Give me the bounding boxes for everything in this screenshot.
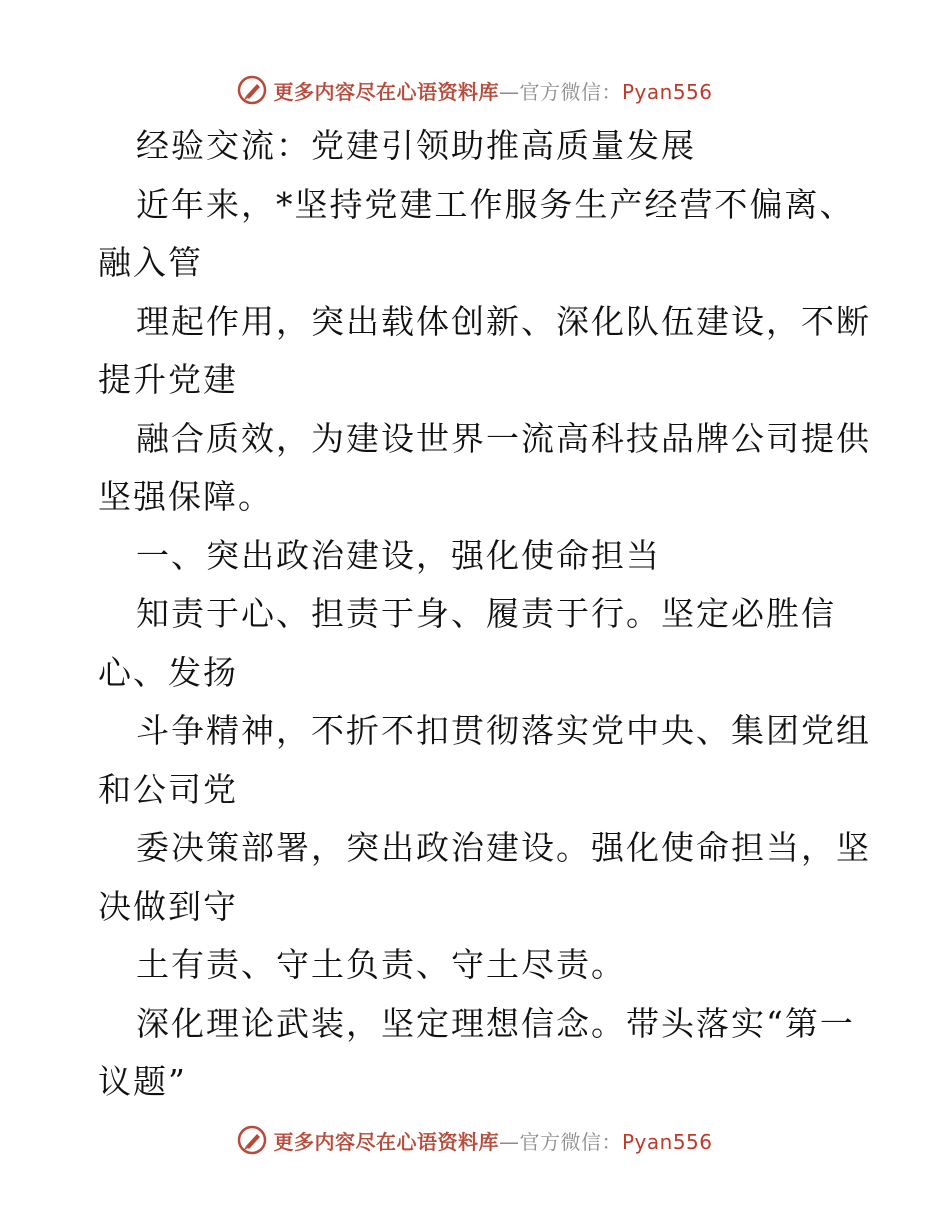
watermark-text — [273, 76, 712, 105]
paragraph-line: 融合质效，为建设世界一流高科技品牌公司提供 — [136, 418, 871, 458]
watermark-side-text: 官方微信： — [519, 1129, 622, 1154]
paragraph-line: 深化理论武装，坚定理想信念。带头落实“第一 — [136, 1003, 855, 1043]
paragraph-line: 知责于心、担责于身、履责于行。坚定必胜信 — [136, 594, 836, 633]
paragraph-line: 心、发扬 — [98, 652, 238, 692]
watermark-side-text: 官方微信： — [519, 79, 622, 104]
watermark-main-text: 更多内容尽在心语资料库 — [273, 79, 499, 104]
paragraph-line: 和公司党 — [98, 769, 238, 809]
header-watermark — [0, 70, 950, 110]
watermark-text — [273, 1126, 712, 1155]
paragraph-line: 决做到守 — [98, 886, 238, 926]
paragraph-line: 提升党建 — [98, 360, 238, 399]
paragraph-line: 土有责、守土负责、守土尽责。 — [136, 945, 626, 984]
watermark-dash: — — [498, 79, 520, 104]
paragraph-line: 融入管 — [98, 243, 203, 282]
watermark-main-text: 更多内容尽在心语资料库 — [273, 1129, 499, 1154]
watermark-wechat-id: Pyan556 — [621, 79, 713, 104]
paragraph-line: 议题” — [98, 1062, 187, 1101]
paragraph-line: 坚强保障。 — [98, 477, 273, 516]
paragraph-line: 理起作用，突出载体创新、深化队伍建设，不断 — [136, 301, 871, 341]
title-line: 经验交流：党建引领助推高质量发展 — [136, 126, 696, 165]
paragraph-line: 近年来，*坚持党建工作服务生产经营不偏离、 — [136, 184, 855, 224]
pen-logo-icon — [237, 75, 267, 105]
section-heading: 一、突出政治建设，强化使命担当 — [136, 535, 661, 575]
footer-watermark — [0, 1120, 950, 1160]
pen-logo-icon — [237, 1125, 267, 1155]
document-body — [98, 117, 871, 1112]
paragraph-line: 斗争精神，不折不扣贯彻落实党中央、集团党组 — [136, 711, 871, 750]
watermark-wechat-id: Pyan556 — [621, 1129, 713, 1154]
watermark-dash: — — [498, 1129, 520, 1154]
paragraph-line: 委决策部署，突出政治建设。强化使命担当，坚 — [136, 828, 871, 867]
